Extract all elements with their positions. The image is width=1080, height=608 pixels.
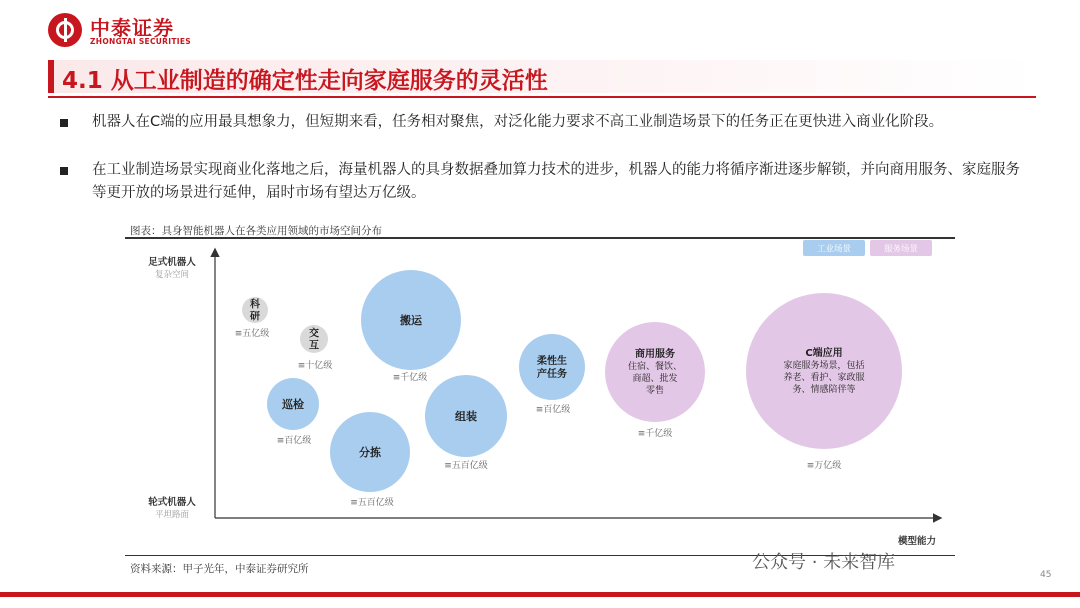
bubble-7 — [519, 334, 585, 415]
market-size-label: ≡百亿级 — [535, 405, 571, 415]
bubble-label: 交 — [309, 328, 319, 340]
bullet-text: 机器人在C端的应用最具想象力，但短期来看，任务相对聚焦，对泛化能力要求不高工业制造场景下的任务正在更快进入商业化阶段。 — [92, 114, 944, 130]
bubble-1 — [235, 297, 270, 339]
x-axis-label: 模型能力 — [897, 536, 937, 547]
y-axis-bottom-sublabel: 平坦路面 — [154, 510, 190, 520]
bubble-label: 住宿、餐饮、 — [627, 362, 683, 373]
bubble-5 — [330, 412, 410, 508]
market-size-label: ≡五亿级 — [234, 329, 270, 339]
y-axis-top-sublabel: 复杂空间 — [154, 270, 190, 280]
page-number: 45 — [1040, 570, 1052, 580]
market-size-label: ≡五百亿级 — [444, 461, 488, 471]
bubble-2 — [298, 325, 333, 371]
bubble-label: 巡检 — [282, 397, 304, 411]
bubble-label: 商超、批发 — [632, 374, 678, 385]
bubble-label: 科 — [250, 299, 260, 311]
bubble-label: 互 — [309, 340, 319, 352]
bubble-label: 柔性生 — [537, 356, 567, 367]
brand-name-en: ZHONGTAI SECURITIES — [90, 37, 191, 46]
bubble-label: 分拣 — [359, 445, 381, 459]
legend — [803, 240, 932, 256]
bubble-label: 务、情感陪伴等 — [792, 385, 856, 396]
watermark-text: 公众号 · 未来智库 — [752, 552, 896, 573]
bubble-label: 养老、看护、家政服 — [783, 373, 865, 384]
bubble-9 — [746, 293, 902, 471]
market-size-label: ≡千亿级 — [637, 429, 673, 439]
source-note: 资料来源：甲子光年，中泰证券研究所 — [130, 563, 309, 575]
market-size-label: ≡五百亿级 — [350, 498, 394, 508]
bubble-label: 商用服务 — [635, 349, 675, 361]
bubble-3 — [361, 270, 461, 383]
bubble-label: 搬运 — [400, 313, 422, 327]
bubble-label: 产任务 — [537, 369, 567, 380]
bubble-label: C端应用 — [805, 348, 843, 360]
bullet-text: 在工业制造场景实现商业化落地之后，海量机器人的具身数据叠加算力技术的进步，机器人的能力将循序渐进逐步解锁，并向商用服务、家庭服务等更开放的场景进行延伸，届时市场有望达万亿级。 — [92, 162, 1020, 201]
y-axis-bottom-label: 轮式机器人 — [148, 497, 196, 508]
brand-name-cn: 中泰证券 — [90, 16, 174, 40]
bubble-8 — [605, 322, 705, 439]
bubble-6 — [425, 375, 507, 471]
bubble-label: 研 — [250, 311, 260, 323]
legend-label: 工业场景 — [816, 244, 852, 255]
legend-label: 服务场景 — [883, 244, 919, 255]
market-size-label: ≡万亿级 — [806, 461, 842, 471]
bubble-circle — [519, 334, 585, 400]
bubble-label: 零售 — [645, 386, 665, 397]
bubble-4 — [267, 378, 319, 446]
bubble-label: 家庭服务场景，包括 — [783, 361, 865, 372]
market-size-label: ≡千亿级 — [392, 373, 428, 383]
page-title: 4.1 从工业制造的确定性走向家庭服务的灵活性 — [62, 68, 548, 94]
figure-caption: 图表：具身智能机器人在各类应用领域的市场空间分布 — [130, 225, 382, 237]
y-axis-top-label: 足式机器人 — [148, 257, 196, 268]
market-size-label: ≡百亿级 — [276, 436, 312, 446]
footer-bar — [0, 592, 1080, 597]
bubble-label: 组装 — [455, 409, 477, 423]
market-size-label: ≡十亿级 — [297, 361, 333, 371]
